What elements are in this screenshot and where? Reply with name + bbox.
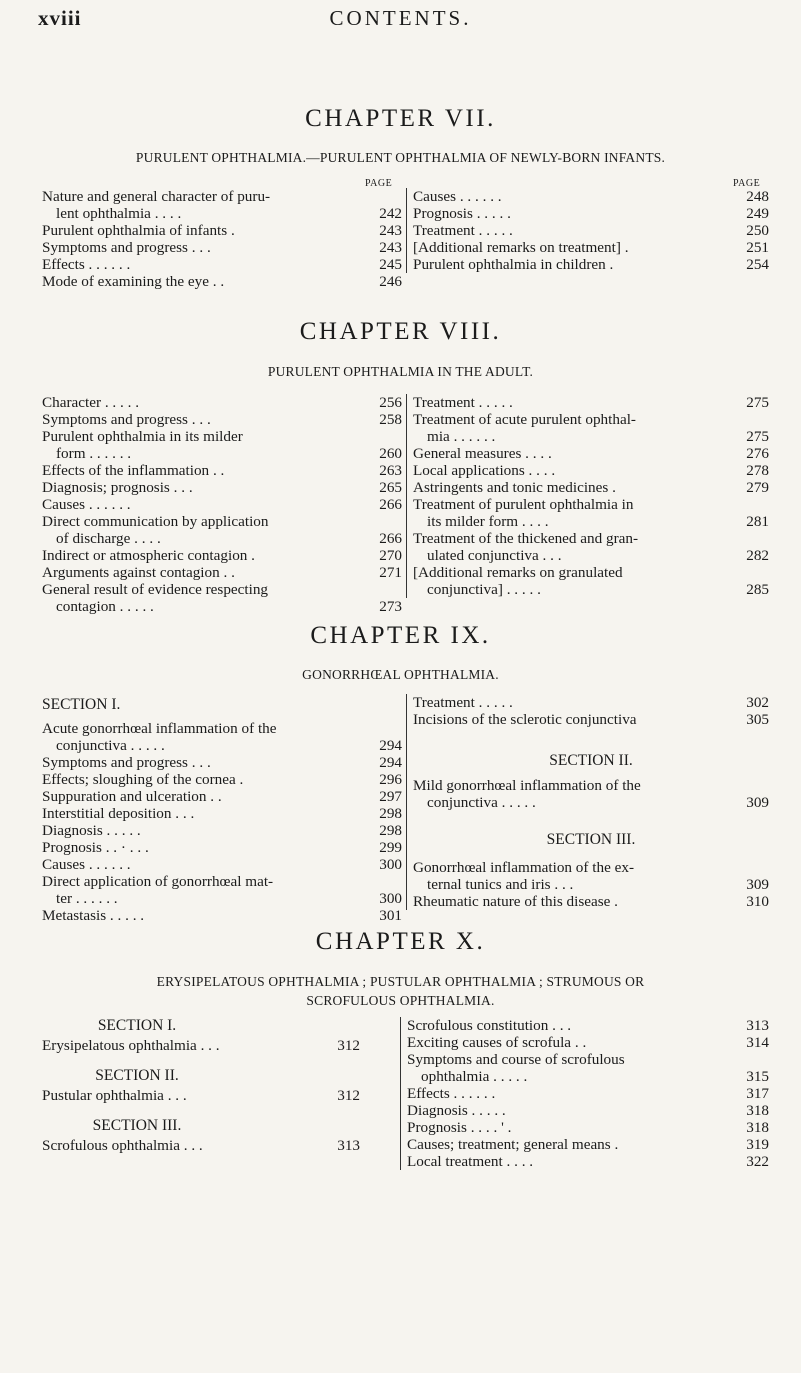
entry-page: 270 <box>379 547 402 564</box>
chapter-10-section-1-heading: SECTION I. <box>97 1017 177 1034</box>
toc-entry <box>42 839 402 856</box>
entry-title: Symptoms and progress . . . <box>42 754 211 771</box>
entry-page: 263 <box>379 462 402 479</box>
entry-page: 271 <box>379 564 402 581</box>
toc-entry <box>413 876 769 893</box>
toc-entry <box>407 1034 769 1051</box>
entry-title: Treatment . . . . . <box>413 222 513 239</box>
entry-page: 265 <box>379 479 402 496</box>
entry-page: 276 <box>746 445 769 462</box>
toc-entry <box>42 737 402 754</box>
entry-page: 309 <box>746 794 769 811</box>
toc-entry <box>413 479 769 496</box>
toc-entry <box>413 462 769 479</box>
entry-page: 285 <box>746 581 769 598</box>
toc-entry <box>413 564 769 581</box>
entry-page: 298 <box>379 805 402 822</box>
entry-title: Mild gonorrhœal inflammation of the <box>413 777 641 794</box>
entry-title: Purulent ophthalmia in its milder <box>42 428 243 445</box>
entry-title: form . . . . . . <box>42 445 131 462</box>
entry-page: 302 <box>746 694 769 711</box>
entry-page: 313 <box>746 1017 769 1034</box>
entry-page: 275 <box>746 394 769 411</box>
entry-title: Exciting causes of scrofula . . <box>407 1034 587 1051</box>
entry-title: Local applications . . . . <box>413 462 556 479</box>
entry-title: Diagnosis . . . . . <box>407 1102 506 1119</box>
chapter-9-section-1-heading: SECTION I. <box>42 696 121 713</box>
entry-title: Indirect or atmospheric contagion . <box>42 547 255 564</box>
entry-title: Effects . . . . . . <box>42 256 131 273</box>
chapter-9-title: CHAPTER IX. <box>310 622 491 649</box>
entry-title: Nature and general character of puru- <box>42 188 271 205</box>
entry-page: 251 <box>746 239 769 256</box>
entry-title: Direct communication by application <box>42 513 269 530</box>
entry-page: 300 <box>379 856 402 873</box>
toc-entry: Pustular ophthalmia . . . 312 <box>42 1087 360 1104</box>
entry-page: 314 <box>746 1034 769 1051</box>
entry-page: 260 <box>379 445 402 462</box>
chapter-9-left-column <box>42 690 402 924</box>
toc-entry <box>413 239 769 256</box>
toc-entry <box>42 188 402 205</box>
entry-title: Prognosis . . . . . <box>413 205 511 222</box>
entry-page: 294 <box>379 754 402 771</box>
entry-page: 245 <box>379 256 402 273</box>
toc-entry <box>42 256 402 273</box>
chapter-7-subtitle: PURULENT OPHTHALMIA.—PURULENT OPHTHALMIA OF NEWLY-BORN INFANTS. <box>135 150 666 165</box>
entry-title: [Additional remarks on granulated <box>413 564 623 581</box>
entry-title: conjunctiva] . . . . . <box>413 581 541 598</box>
entry-page: 248 <box>746 188 769 205</box>
toc-entry <box>413 859 769 876</box>
entry-page: 273 <box>379 598 402 615</box>
entry-page: 305 <box>746 711 769 728</box>
entry-page: 299 <box>379 839 402 856</box>
entry-title: Suppuration and ulceration . . <box>42 788 222 805</box>
entry-page: 282 <box>746 547 769 564</box>
toc-entry: Scrofulous ophthalmia . . . 313 <box>42 1137 360 1154</box>
entry-title: Purulent ophthalmia in children . <box>413 256 614 273</box>
toc-entry <box>413 411 769 428</box>
chapter-10-subtitle-line-2: SCROFULOUS OPHTHALMIA. <box>306 993 495 1008</box>
entry-title: Rheumatic nature of this disease . <box>413 893 618 910</box>
entry-title: Symptoms and progress . . . <box>42 239 211 256</box>
page-column-label-right: PAGE <box>733 178 761 189</box>
entry-page: 281 <box>746 513 769 530</box>
toc-entry <box>42 754 402 771</box>
toc-entry <box>42 564 402 581</box>
page-column-label-left: PAGE <box>365 178 393 189</box>
entry-page: 258 <box>379 411 402 428</box>
toc-entry <box>407 1119 769 1136</box>
entry-title: lent ophthalmia . . . . <box>42 205 181 222</box>
entry-title: Diagnosis; prognosis . . . <box>42 479 193 496</box>
entry-title: General result of evidence respecting <box>42 581 269 598</box>
entry-title: Prognosis . . · . . . <box>42 839 149 856</box>
entry-title: ophthalmia . . . . . <box>407 1068 527 1085</box>
entry-page: 279 <box>746 479 769 496</box>
page-number: xviii <box>38 6 82 30</box>
chapter-8-right-column <box>406 394 769 598</box>
entry-title: Arguments against contagion . . <box>42 564 235 581</box>
toc-entry <box>413 794 769 811</box>
entry-title: Treatment of acute purulent ophthal- <box>413 411 636 428</box>
chapter-10-title: CHAPTER X. <box>315 928 486 955</box>
entry-page: 318 <box>746 1119 769 1136</box>
entry-page: 310 <box>746 893 769 910</box>
entry-title: Treatment . . . . . <box>413 394 513 411</box>
toc-entry <box>42 496 402 513</box>
toc-entry <box>413 428 769 445</box>
chapter-9-section-2-heading: SECTION II. <box>549 752 633 769</box>
toc-entry <box>42 788 402 805</box>
toc-entry <box>42 890 402 907</box>
entry-title: Direct application of gonorrhœal mat- <box>42 873 274 890</box>
toc-entry <box>42 598 402 615</box>
toc-entry <box>407 1085 769 1102</box>
toc-entry <box>42 581 402 598</box>
entry-page: 297 <box>379 788 402 805</box>
entry-title: ternal tunics and iris . . . <box>413 876 573 893</box>
toc-entry <box>42 205 402 222</box>
entry-title: General measures . . . . <box>413 445 552 462</box>
entry-page: 315 <box>746 1068 769 1085</box>
entry-page: 322 <box>746 1153 769 1170</box>
entry-title: Effects of the inflammation . . <box>42 462 225 479</box>
entry-title: Prognosis . . . . ' . <box>407 1119 512 1136</box>
entry-page: 300 <box>379 890 402 907</box>
toc-entry <box>413 205 769 222</box>
entry-title: Scrofulous constitution . . . <box>407 1017 572 1034</box>
entry-title: Symptoms and course of scrofulous <box>407 1051 625 1068</box>
entry-page: 294 <box>379 737 402 754</box>
toc-entry <box>407 1153 769 1170</box>
toc-entry <box>413 711 769 728</box>
toc-entry <box>42 222 402 239</box>
toc-entry <box>42 513 402 530</box>
entry-title: its milder form . . . . <box>413 513 549 530</box>
toc-entry <box>413 394 769 411</box>
toc-entry <box>413 256 769 273</box>
entry-page: 266 <box>379 530 402 547</box>
entry-page: 298 <box>379 822 402 839</box>
entry-title: Gonorrhœal inflammation of the ex- <box>413 859 634 876</box>
chapter-9-section-3-heading: SECTION III. <box>546 831 636 848</box>
chapter-10-section-3-heading: SECTION III. <box>92 1117 182 1134</box>
entry-title: Causes . . . . . . <box>42 496 131 513</box>
toc-entry <box>42 428 402 445</box>
toc-entry <box>42 771 402 788</box>
chapter-8-left-column <box>42 394 402 615</box>
entry-page: 278 <box>746 462 769 479</box>
chapter-7-title: CHAPTER VII. <box>305 105 496 132</box>
toc-entry: Erysipelatous ophthalmia . . . 312 <box>42 1037 360 1054</box>
entry-page: 249 <box>746 205 769 222</box>
entry-title: Mode of examining the eye . . <box>42 273 225 290</box>
chapter-10-subtitle-line-1: ERYSIPELATOUS OPHTHALMIA ; PUSTULAR OPHTHALMIA ; STRUMOUS OR <box>156 974 645 989</box>
entry-page: 254 <box>746 256 769 273</box>
entry-title: Purulent ophthalmia of infants . <box>42 222 235 239</box>
toc-entry <box>413 893 769 910</box>
chapter-10-left-column <box>42 1015 360 1154</box>
entry-title: Character . . . . . <box>42 394 139 411</box>
toc-entry <box>42 394 402 411</box>
entry-page: 250 <box>746 222 769 239</box>
toc-entry <box>42 479 402 496</box>
toc-entry <box>413 547 769 564</box>
entry-title: Acute gonorrhœal inflammation of the <box>42 720 277 737</box>
chapter-7-left-column <box>42 188 402 290</box>
entry-page: 296 <box>379 771 402 788</box>
toc-entry <box>42 547 402 564</box>
toc-entry <box>407 1068 769 1085</box>
entry-page: 319 <box>746 1136 769 1153</box>
entry-title: Causes . . . . . . <box>413 188 502 205</box>
toc-entry <box>413 496 769 513</box>
entry-page: 309 <box>746 876 769 893</box>
toc-entry <box>413 222 769 239</box>
chapter-10-section-2-heading: SECTION II. <box>95 1067 179 1084</box>
toc-entry <box>413 694 769 711</box>
running-title: CONTENTS. <box>329 6 472 30</box>
toc-entry <box>413 188 769 205</box>
entry-title: conjunctiva . . . . . <box>413 794 536 811</box>
chapter-8-subtitle: PURULENT OPHTHALMIA IN THE ADULT. <box>267 364 534 379</box>
entry-page: 243 <box>379 239 402 256</box>
chapter-9-subtitle: GONORRHŒAL OPHTHALMIA. <box>302 667 499 682</box>
entry-title: Interstitial deposition . . . <box>42 805 195 822</box>
toc-entry <box>42 856 402 873</box>
toc-entry <box>413 445 769 462</box>
toc-entry <box>42 445 402 462</box>
entry-title: Incisions of the sclerotic conjunctiva <box>413 711 637 728</box>
entry-title: Effects; sloughing of the cornea . <box>42 771 244 788</box>
toc-entry <box>42 462 402 479</box>
entry-title: Treatment . . . . . <box>413 694 513 711</box>
entry-title: Metastasis . . . . . <box>42 907 145 924</box>
entry-title: Effects . . . . . . <box>407 1085 496 1102</box>
toc-entry <box>42 822 402 839</box>
toc-entry <box>42 273 402 290</box>
entry-page: 266 <box>379 496 402 513</box>
entry-page: 256 <box>379 394 402 411</box>
entry-title: Causes . . . . . . <box>42 856 131 873</box>
toc-entry <box>42 720 402 737</box>
entry-title: ulated conjunctiva . . . <box>413 547 562 564</box>
toc-entry <box>42 411 402 428</box>
entry-page: 242 <box>379 205 402 222</box>
chapter-10-right-column <box>400 1017 769 1170</box>
toc-entry <box>407 1017 769 1034</box>
entry-title: Astringents and tonic medicines . <box>413 479 616 496</box>
entry-title: of discharge . . . . <box>42 530 161 547</box>
toc-entry <box>42 907 402 924</box>
entry-title: Treatment of purulent ophthalmia in <box>413 496 634 513</box>
entry-title: mia . . . . . . <box>413 428 495 445</box>
entry-title: Symptoms and progress . . . <box>42 411 211 428</box>
toc-entry <box>42 873 402 890</box>
entry-title: conjunctiva . . . . . <box>42 737 165 754</box>
entry-title: Treatment of the thickened and gran- <box>413 530 639 547</box>
toc-entry <box>413 777 769 794</box>
entry-title: ter . . . . . . <box>42 890 118 907</box>
toc-entry <box>413 513 769 530</box>
entry-page: 317 <box>746 1085 769 1102</box>
toc-entry <box>407 1136 769 1153</box>
toc-entry <box>413 530 769 547</box>
toc-entry <box>42 239 402 256</box>
chapter-8-title: CHAPTER VIII. <box>299 318 502 345</box>
entry-title: Diagnosis . . . . . <box>42 822 141 839</box>
entry-page: 318 <box>746 1102 769 1119</box>
running-header <box>38 6 763 36</box>
toc-entry <box>407 1102 769 1119</box>
toc-entry <box>407 1051 769 1068</box>
toc-entry <box>42 530 402 547</box>
entry-title: Causes; treatment; general means . <box>407 1136 619 1153</box>
entry-title: [Additional remarks on treatment] . <box>413 239 629 256</box>
chapter-7-right-column <box>406 188 769 273</box>
chapter-9-right-column <box>406 694 769 910</box>
entry-page: 243 <box>379 222 402 239</box>
entry-page: 246 <box>379 273 402 290</box>
toc-entry <box>413 581 769 598</box>
entry-title: Local treatment . . . . <box>407 1153 534 1170</box>
entry-page: 301 <box>379 907 402 924</box>
entry-title: contagion . . . . . <box>42 598 154 615</box>
entry-page: 275 <box>746 428 769 445</box>
toc-entry <box>42 805 402 822</box>
